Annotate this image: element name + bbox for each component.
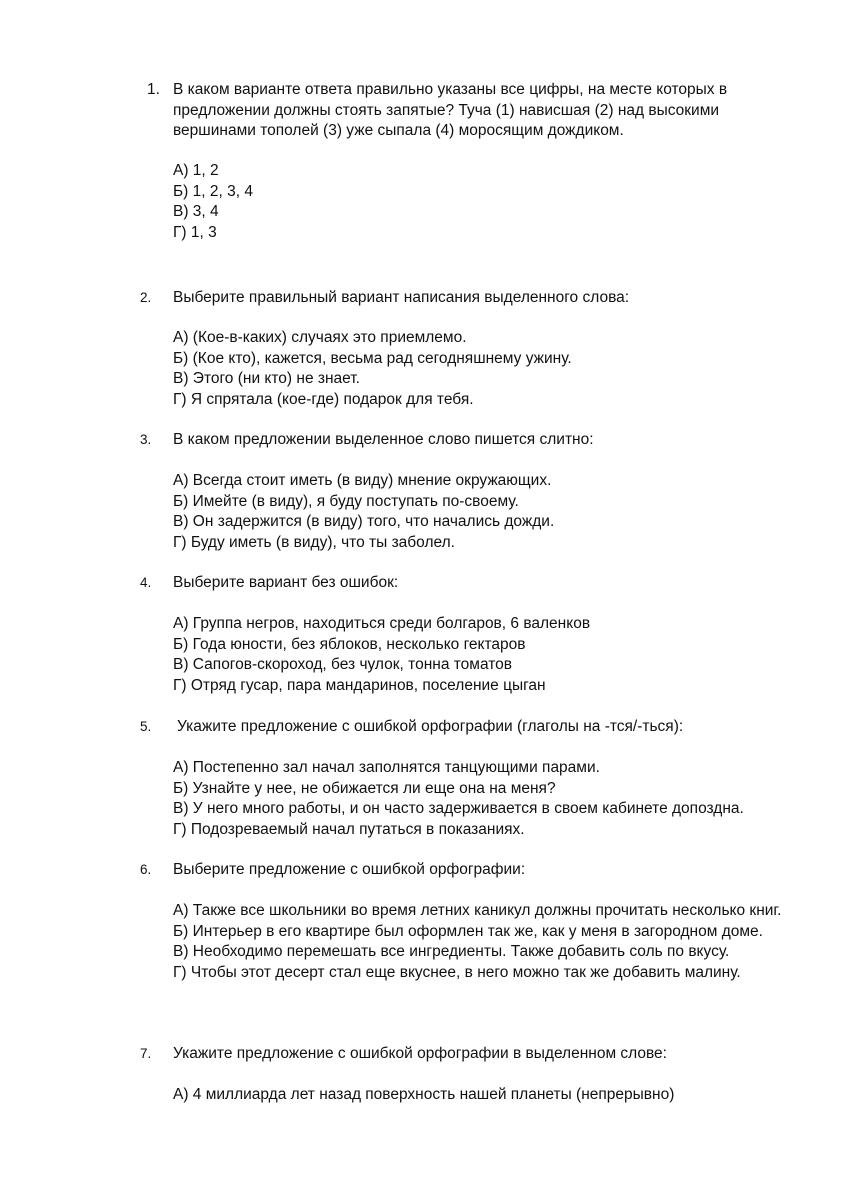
answer-option: В) Он задержится (в виду) того, что начались дожди.: [173, 513, 555, 530]
answer-options: [173, 614, 793, 696]
question-number: 7.: [140, 1046, 152, 1061]
answer-option: Г) Буду иметь (в виду), что ты заболел.: [173, 533, 455, 551]
answer-option: А) Постепенно зал начал заполнятся танцующими парами.: [173, 759, 600, 776]
question-text: В каком предложении выделенное слово пишется слитно:: [173, 431, 594, 448]
answer-option: В) У него много работы, и он часто задерживается в своем кабинете допоздна.: [173, 800, 744, 817]
answer-option: Г) Я спрятала (кое-где) подарок для тебя.: [173, 390, 474, 408]
question-text: В каком варианте ответа правильно указаны все цифры, на месте которых в предложении должны стоять запятые? Туча (1) нависшая (2) над высокими вершинами тополей (3) уже сыпала (4) моросящим дождиком.: [173, 81, 728, 139]
question-number: 6.: [140, 862, 152, 877]
question-number: 3.: [140, 432, 152, 447]
answer-option: В) Сапогов-скороход, без чулок, тонна томатов: [173, 656, 513, 673]
answer-option: А) 1, 2: [173, 162, 219, 179]
answer-option: Б) (Кое кто), кажется, весьма рад сегодняшнему ужину.: [173, 349, 572, 367]
question-text: Выберите правильный вариант написания выделенного слова:: [173, 289, 630, 306]
answer-option: Г) Отряд гусар, пара мандаринов, поселение цыган: [173, 676, 546, 694]
answer-option: Б) 1, 2, 3, 4: [173, 182, 253, 200]
answer-option: В) 3, 4: [173, 203, 219, 220]
answer-option: В) Необходимо перемешать все ингредиенты. Также добавить соль по вкусу.: [173, 943, 730, 960]
question-text: Выберите предложение с ошибкой орфографии:: [173, 861, 526, 878]
answer-options: [173, 471, 793, 553]
answer-options: [173, 1085, 793, 1106]
answer-option: А) 4 миллиарда лет назад поверхность нашей планеты (непрерывно): [173, 1086, 675, 1103]
answer-option: В) Этого (ни кто) не знает.: [173, 370, 360, 387]
question-text: Укажите предложение с ошибкой орфографии в выделенном слове:: [173, 1045, 667, 1062]
answer-options: [173, 161, 793, 243]
answer-option: Г) Подозреваемый начал путаться в показаниях.: [173, 820, 525, 838]
answer-options: [173, 901, 793, 983]
answer-option: А) (Кое-в-каких) случаях это приемлемо.: [173, 329, 467, 346]
answer-option: Б) Года юности, без яблоков, несколько гектаров: [173, 635, 526, 653]
answer-option: А) Всегда стоит иметь (в виду) мнение окружающих.: [173, 472, 552, 489]
question-number: 1.: [147, 81, 160, 98]
question-number: 4.: [140, 575, 152, 590]
question-number: 2.: [140, 290, 152, 305]
answer-options: [173, 758, 793, 840]
answer-option: А) Также все школьники во время летних каникул должны прочитать несколько книг.: [173, 902, 782, 919]
question-text: Выберите вариант без ошибок:: [173, 574, 399, 591]
answer-options: [173, 328, 793, 410]
answer-option: Г) 1, 3: [173, 223, 217, 241]
question-number: 5.: [140, 719, 152, 734]
answer-option: Б) Узнайте у нее, не обижается ли еще она на меня?: [173, 779, 556, 797]
answer-option: Б) Имейте (в виду), я буду поступать по-своему.: [173, 492, 519, 510]
answer-option: Б) Интерьер в его квартире был оформлен так же, как у меня в загородном доме.: [173, 922, 763, 940]
question-text: Укажите предложение с ошибкой орфографии (глаголы на -тся/-ться):: [177, 718, 684, 735]
answer-option: А) Группа негров, находиться среди болгаров, 6 валенков: [173, 615, 591, 632]
answer-option: Г) Чтобы этот десерт стал еще вкуснее, в него можно так же добавить малину.: [173, 963, 741, 981]
